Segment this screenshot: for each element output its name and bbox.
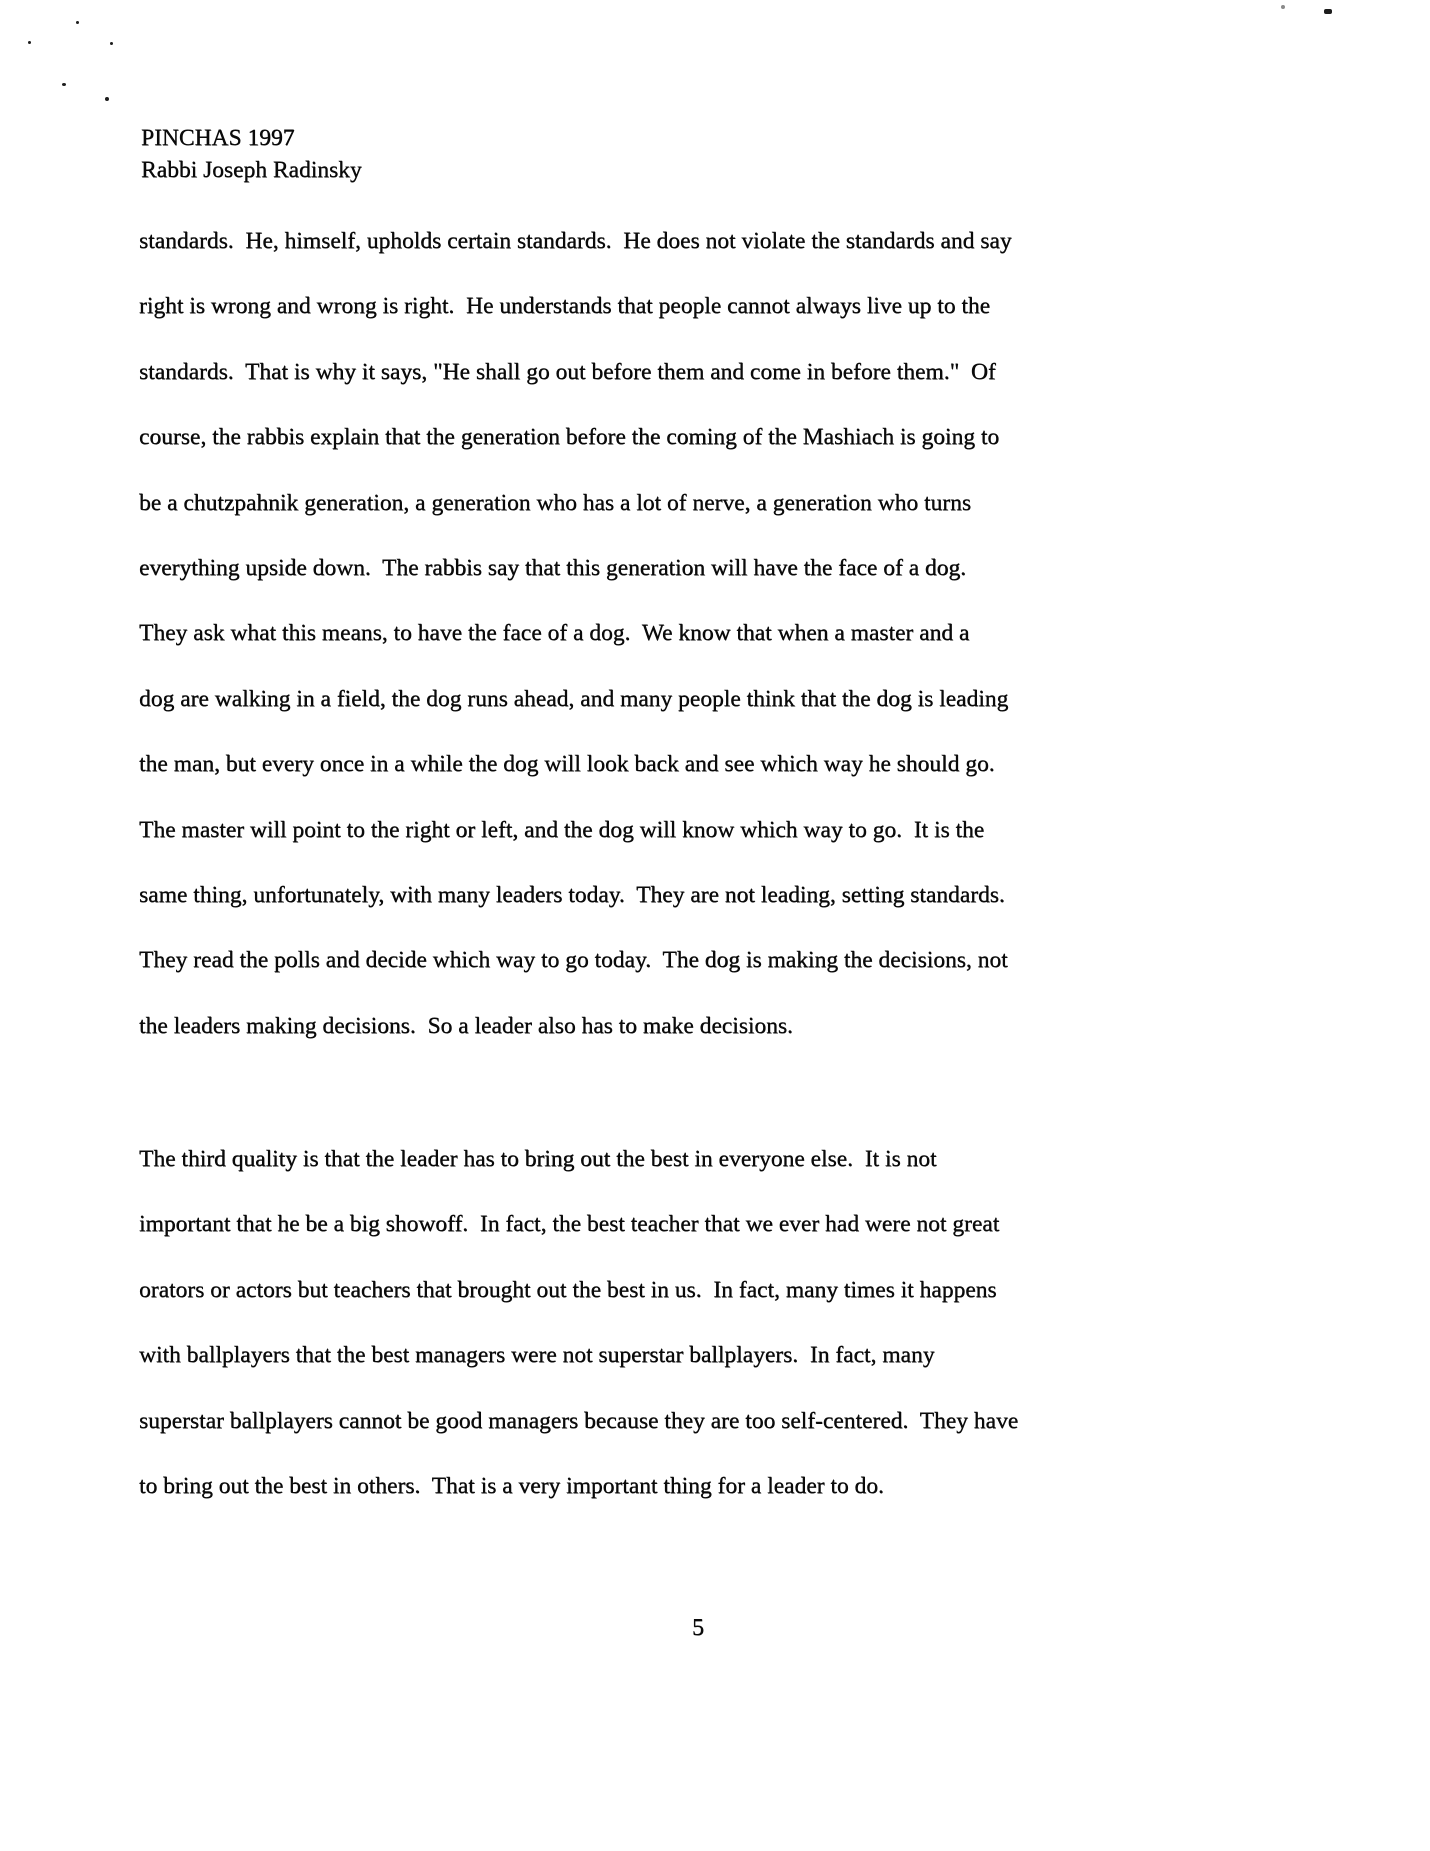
document-title: PINCHAS 1997 bbox=[141, 125, 295, 151]
text-line: They read the polls and decide which way to go today. The dog is making the decisions, not bbox=[139, 947, 1008, 974]
text-line: They ask what this means, to have the face of a dog. We know that when a master and a bbox=[139, 620, 970, 647]
text-line: the leaders making decisions. So a leader also has to make decisions. bbox=[139, 1012, 793, 1039]
page-number: 5 bbox=[692, 1615, 704, 1641]
scan-speck bbox=[62, 83, 66, 86]
scan-speck bbox=[110, 42, 113, 45]
text-line: important that he be a big showoff. In fact, the best teacher that we ever had were not great bbox=[139, 1211, 1000, 1238]
text-line: be a chutzpahnik generation, a generation who has a lot of nerve, a generation who turns bbox=[139, 489, 971, 516]
paragraph bbox=[139, 209, 1149, 1059]
text-line: orators or actors but teachers that brought out the best in us. In fact, many times it happens bbox=[139, 1276, 997, 1303]
paragraph bbox=[139, 1127, 1149, 1519]
text-line: The master will point to the right or left, and the dog will know which way to go. It is the bbox=[139, 816, 985, 843]
text-line: dog are walking in a field, the dog runs ahead, and many people think that the dog is leading bbox=[139, 685, 1009, 712]
text-line: The third quality is that the leader has to bring out the best in everyone else. It is not bbox=[139, 1146, 937, 1173]
scan-speck bbox=[28, 41, 31, 44]
document-body bbox=[139, 209, 1149, 1519]
text-line: right is wrong and wrong is right. He understands that people cannot always live up to the bbox=[139, 293, 991, 320]
text-line: superstar ballplayers cannot be good managers because they are too self-centered. They have bbox=[139, 1407, 1019, 1434]
scan-speck bbox=[105, 97, 109, 101]
text-line: everything upside down. The rabbis say that this generation will have the face of a dog. bbox=[139, 554, 967, 581]
scan-speck bbox=[76, 21, 79, 24]
text-line: course, the rabbis explain that the generation before the coming of the Mashiach is going to bbox=[139, 424, 1000, 451]
scan-speck bbox=[1281, 5, 1285, 9]
text-line: standards. He, himself, upholds certain standards. He does not violate the standards and say bbox=[139, 228, 1012, 254]
text-line: to bring out the best in others. That is a very important thing for a leader to do. bbox=[139, 1473, 884, 1500]
text-line: standards. That is why it says, "He shall go out before them and come in before them." Of bbox=[139, 358, 996, 385]
document-author: Rabbi Joseph Radinsky bbox=[141, 157, 362, 183]
text-line: with ballplayers that the best managers were not superstar ballplayers. In fact, many bbox=[139, 1342, 935, 1369]
text-line: the man, but every once in a while the dog will look back and see which way he should go. bbox=[139, 751, 995, 778]
text-line: same thing, unfortunately, with many leaders today. They are not leading, setting standards. bbox=[139, 881, 1005, 908]
document-header bbox=[141, 122, 362, 186]
scan-speck bbox=[1324, 9, 1332, 14]
